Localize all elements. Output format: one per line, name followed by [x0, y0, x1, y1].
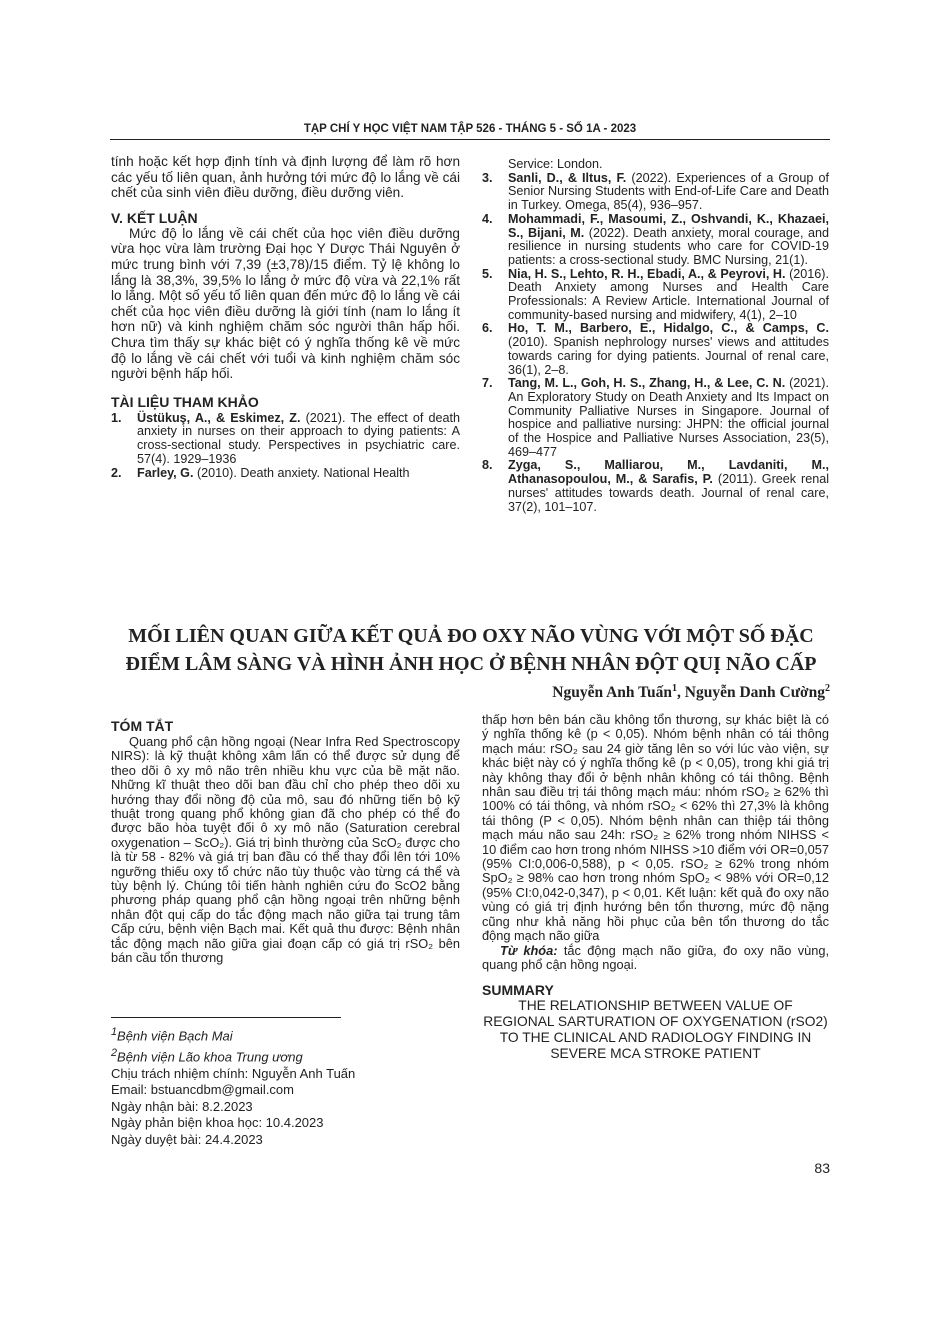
reference-number: 5. — [482, 266, 493, 281]
article-title-line-1: MỐI LIÊN QUAN GIỮA KẾT QUẢ ĐO OXY NÃO VÙNG VỚI MỘT SỐ ĐẶC — [128, 625, 814, 647]
date-reviewed: Ngày phản biện khoa học: 10.4.2023 — [111, 1115, 324, 1131]
footnotes — [111, 1024, 460, 1148]
reference-item — [482, 322, 829, 377]
reference-item — [482, 172, 829, 213]
article-authors — [470, 683, 830, 702]
journal-header: TẠP CHÍ Y HỌC VIỆT NAM TẬP 526 - THÁNG 5 - SỐ 1A - 2023 — [303, 123, 637, 135]
author-separator: , — [677, 684, 685, 702]
date-accepted: Ngày duyệt bài: 24.4.2023 — [111, 1131, 263, 1147]
reference-details: (2022). Experiences of a Group of Senior Nursing Students with End-of-Life Care and Death in Turkey. Omega, 85(4), 936–957. — [508, 170, 829, 213]
conclusion-text: Mức độ lo lắng về cái chết của học viên điều dưỡng vừa học vừa làm trường Đại học Y Dược Thái Nguyên ở mức trung bình với 7,39 (±3,78)/15 điểm. Tỷ lệ không lo lắng là 38,3%, 39,5% lo lắng ở mức độ vừa và 22,1% rất lo lắng. Một số yếu tố liên quan đến mức độ lo lắng về cái chết của học viên điều dưỡng là giới tính (nam lo lắng ít hơn nữ) và kinh nghiệm chăm sóc người thân hấp hối. Chưa tìm thấy sự khác biệt có ý nghĩa thống kê về mức độ lo lắng về cái chết với tuổi và kinh nghiệm chăm sóc người bệnh hấp hối. — [111, 225, 460, 382]
author-name: Nguyễn Danh Cường — [684, 684, 825, 702]
reference-authors: Tang, M. L., Goh, H. S., Zhang, H., & Lee, C. N. — [508, 376, 786, 391]
keywords-text: tắc động mạch não giữa, đo oxy não vùng, quang phổ cận hồng ngoại. — [482, 942, 830, 972]
reference-number: 7. — [482, 376, 493, 391]
footnote-rule — [111, 1017, 341, 1018]
reference-number: 8. — [482, 458, 493, 473]
top-right-column — [482, 158, 829, 514]
reference-authors: Farley, G. — [137, 465, 194, 480]
discussion-continuation: tính hoặc kết hợp định tính và định lượng để làm rõ hơn các yếu tố liên quan, ảnh hưởng tới mức độ lo lắng về cái chết của sinh viên điều dưỡng, điều dưỡng viên. — [111, 154, 460, 201]
affiliation-2: $^2$Bệnh viện Lão khoa Trung ương — [111, 1046, 303, 1065]
reference-item — [111, 467, 460, 481]
article-title — [100, 622, 842, 678]
reference-item — [482, 377, 829, 459]
reference-details: (2010). Spanish nephrology nurses' views and attitudes towards caring for dying patients. Journal of renal care, 36(1), 2–8. — [508, 335, 829, 377]
reference-details: (2021). An Exploratory Study on Death Anxiety and Its Impact on Community Palliative Nurses in Singapore. Journal of hospice and palliative nursing: JHPN: the official journal of the Hospice and Palliative Nurses Association, 23(5), 469–477 — [508, 376, 829, 459]
conclusion-heading: V. KẾT LUẬN — [111, 209, 198, 226]
abstract-heading: TÓM TẮT — [111, 718, 174, 734]
page-number: 83 — [814, 1160, 830, 1176]
references-heading: TÀI LIỆU THAM KHẢO — [111, 393, 259, 410]
article-title-line-2: ĐIỂM LÂM SÀNG VÀ HÌNH ẢNH HỌC Ở BỆNH NHÂN ĐỘT QUỊ NÃO CẤP — [125, 653, 817, 675]
keywords-label: Từ khóa: — [500, 942, 558, 958]
email: Email: bstuancdbm@gmail.com — [111, 1082, 294, 1098]
abstract-text-right: thấp hơn bên bán cầu không tổn thương, sự khác biệt là có ý nghĩa thống kê (p < 0,05). Nhóm bệnh nhân có tái thông mạch máu: rSO₂ sau 24 giờ tăng lên so với lúc vào viện, sự khác biệt này có ý nghĩa thống kê (p < 0,05), trong khi giá trị này không thay đổi ở bệnh nhân không có tái thông. Bệnh nhân sau điều trị tái thông mạch máu: nhóm rSO₂ ≥ 62% thì 100% có tái thông, và nhóm rSO₂ < 62% thì 27,3% là không tái thông (P < 0,05). Nhóm bệnh nhân can thiệp tái thông mạch máu não sau 24h: rSO₂ ≥ 62% trong nhóm NIHSS < 10 điểm cao hơn trong nhóm NIHSS >10 điểm với OR=0,057 (95% CI:0,006-0,588), p < 0,05. rSO₂ ≥ 62% trong nhóm SpO₂ ≥ 98% cao hơn trong nhóm SpO₂ < 98% với OR=0,12 (95% CI:0,042-0,347), p < 0,01. Kết luận: kết quả đo oxy não vùng có giá trị định hướng bên tổn thương, mức độ nặng cũng như khả năng hồi phục của bên tổn thương do tắc động mạch não giữa — [482, 712, 829, 944]
reference-details: (2010). Death anxiety. National Health — [193, 465, 410, 480]
keywords — [482, 944, 829, 973]
reference-number: 6. — [482, 321, 493, 336]
summary-heading: SUMMARY — [482, 982, 554, 999]
reference-list-right — [482, 172, 829, 515]
abstract-text-left: Quang phổ cận hồng ngoại (Near Infra Red Spectroscopy NIRS): là kỹ thuật không xâm lấn có thể được sử dụng để theo dõi ô xy mô não trên nhiều khu vực của bề mặt não. Những kĩ thuật theo dõi ban đầu chỉ cho phép theo dõi xu hướng thay đổi nồng độ của mô, sau đó những tiến bộ kỹ thuật trong quang phổ không gian đã cho phép có thể đo được bão hòa tuyệt đối ô xy mô não (Saturation cerebral oxygenation – ScO₂). Giá trị bình thường của ScO₂ được cho là từ 58 - 82% và giá trị ban đầu có thể thay đổi lên tới 10% ngưỡng thiếu oxy tổ chức não tùy thuộc vào từng cá thể và tùy bệnh lý. Chúng tôi tiến hành nghiên cứu đo ScO2 bằng phương pháp quang phổ cận hồng ngoại trên những bệnh nhân đột quị cấp do tắc động mạch não giữa tại trung tâm Cấp cứu, bệnh viện Bạch mai. Kết quả thu được: Bệnh nhân tắc động mạch não giữa giai đoạn cấp có giá trị rSO₂ bên bán cầu tổn thương — [111, 734, 460, 966]
reference-authors: Nia, H. S., Lehto, R. H., Ebadi, A., & Peyrovi, H. — [508, 266, 786, 281]
reference-item — [482, 213, 829, 268]
reference-number: 3. — [482, 170, 493, 185]
abstract-left-column — [111, 718, 460, 966]
date-received: Ngày nhận bài: 8.2.2023 — [111, 1098, 253, 1114]
corresponding-author: Chịu trách nhiệm chính: Nguyễn Anh Tuấn — [111, 1065, 356, 1081]
header-rule — [110, 139, 830, 140]
reference-details: (2016). Death Anxiety among Nurses and Health Care Professionals: A Review Article. International Journal of community-based nursing and midwifery, 4(1), 2–10 — [508, 266, 829, 322]
reference-authors: Üstükuş, A., & Eskimez, Z. — [137, 410, 301, 425]
abstract-right-column — [482, 713, 829, 1062]
reference-item — [482, 268, 829, 323]
affiliation-1: $^1$Bệnh viện Bạch Mai — [111, 1026, 233, 1044]
reference-number: 1. — [111, 410, 122, 425]
reference-list-left — [111, 412, 460, 481]
reference-item — [482, 459, 829, 514]
reference-authors: Zyga, S., Malliarou, M., Lavdaniti, M., Athanasopoulou, M., & Sarafis, P. — [508, 458, 829, 487]
reference-authors: Mohammadi, F., Masoumi, Z., Oshvandi, K., Khazaei, S., Bijani, M. — [508, 211, 829, 240]
reference-number: 4. — [482, 211, 493, 226]
reference-details: (2021). The effect of death anxiety in nurses on their approach to dying patients: A cross-sectional study. Perspectives in psychiatric care. 57(4). 1929–1936 — [137, 410, 461, 466]
reference-number: 2. — [111, 465, 122, 480]
author-affiliation-mark: 1 — [672, 683, 678, 694]
reference-details: (2022). Death anxiety, moral courage, and resilience in nursing students who care for COVID-19 patients: a cross-sectional study. BMC Nursing, 21(1). — [508, 225, 829, 267]
author-name: Nguyễn Anh Tuấn — [552, 684, 673, 702]
reference-continuation: Service: London. — [508, 157, 603, 171]
author-affiliation-mark: 2 — [825, 683, 830, 694]
reference-authors: Ho, T. M., Barbero, E., Hidalgo, C., & Camps, C. — [508, 321, 829, 336]
reference-details: (2011). Greek renal nurses' attitudes towards death. Journal of renal care, 37(2), 101–107. — [508, 472, 829, 514]
top-left-column — [111, 154, 460, 480]
summary-title: THE RELATIONSHIP BETWEEN VALUE OF REGIONAL SARTURATION OF OXYGENATION (rSO2) TO THE CLINICAL AND RADIOLOGY FINDING IN SEVERE MCA STROKE PATIENT — [483, 998, 828, 1062]
reference-item — [111, 412, 460, 467]
reference-authors: Sanli, D., & Iltus, F. — [508, 170, 627, 185]
